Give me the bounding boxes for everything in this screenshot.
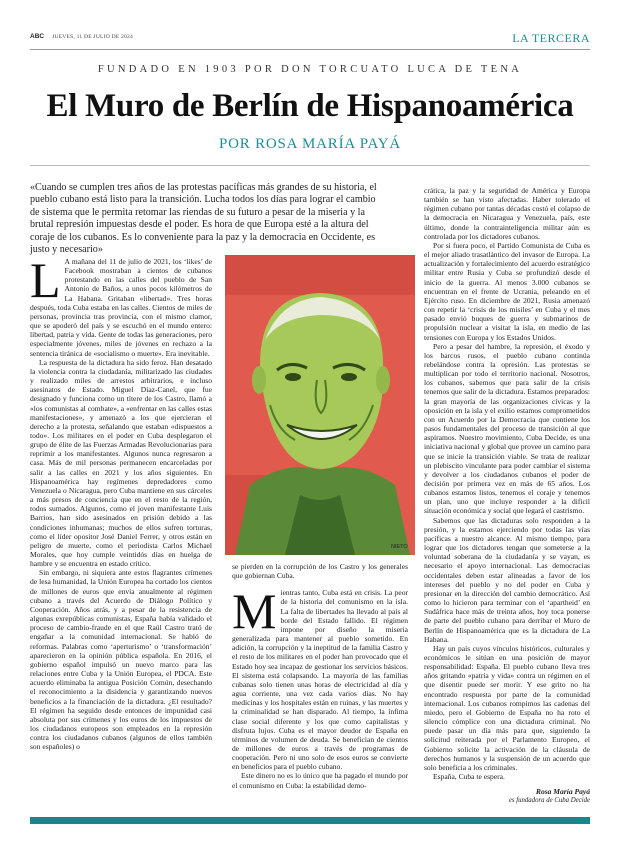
paragraph: Por si fuera poco, el Partido Comunista de Cuba es el mejor aliado trasatlántico del invasor de Europa. La actualización y fortalecimiento del acuerdo estratégico militar entre Rusia y Cuba se profundizó desde el inicio de la guerra. Al menos 3.000 cubanos se encuentran en el frente de Ucrania, peleando en el Ejército ruso. En diciembre de 2021, Rusia amenazó con repetir la ‘crisis de los misiles’ en Cuba y el mes pasado envió buques de guerra y submarinos de propulsión nuclear a visitar la isla, en medio de las tensiones con Europa y los Estados Unidos.	[424, 240, 590, 342]
paragraph: La respuesta de la dictadura ha sido feroz. Han desatado la violencia contra la ciudadanía, militarizado las ciudades y realizado miles de arrestos arbitrarios, e incluso asesinatos de Estado. Miguel Díaz-Canel, que fue designado y funciona como un títere de los Castro, llamó a «los comunistas al combate», a «enfrentar en las calles estas manifestaciones», y amenazó a los que ejercieran el derecho a la protesta, señalando que estaban «dispuestos a todo». Los militares en el poder en Cuba desplegaron el grupo de élite de las Fuerzas Armadas Revolucionarias para reprimir a los manifestantes. Algunos nunca regresaron a casa. Más de mil personas permanecen encarceladas por salir a las calles en 2021 y los años siguientes. En Hispanoamérica hay regímenes depredadores como Venezuela o Nicaragua, pero Cuba mantiene en sus cárceles a más presos de conciencia que en el resto de la región, todos sumados. Algunos, como el joven manifestante Luis Barrios, han sido asesinados en prisión debido a las condiciones inhumanas; muchos de ellos sufren torturas, como el líder opositor José Daniel Ferrer, y otros están en peligro de muerte, como el periodista Carlos Michael Morales, que hoy cumple veintidós días en huelga de hambre y se encuentra en estado crítico.	[30, 357, 212, 569]
top-bar	[30, 31, 590, 45]
paragraph: crática, la paz y la seguridad de América y Europa también se han visto afectadas. Haber tolerado el régimen cubano por tantas décadas costó el colapso de la democracia en Nicaragua y Venezuela, país, este último, donde la contrainteligencia militar aún es controlada por los dictadores cubanos.	[424, 186, 590, 241]
article-lead: «Cuando se cumplen tres años de las protestas pacíficas más grandes de su historia, el pueblo cubano está listo para la transición. Lucha todos los días para lograr el cambio de sistema que le permita retomar las riendas de su futuro a pesar de la miseria y la brutal represión impuestas desde el poder. Es hora de que Europa esté a la altura del coraje de los cubanos. Es lo conveniente para la paz y la democracia en Occidente, es justo y necesario»	[30, 182, 377, 256]
article-byline: POR ROSA MARÍA PAYÁ	[218, 136, 402, 152]
portrait-illustration	[225, 255, 415, 555]
column-2	[232, 562, 408, 812]
paragraph: Pero a pesar del hambre, la represión, el éxodo y los barcos rusos, el pueblo cubano continúa rebelándose contra la opresión. Las protestas se multiplican por todo el territorio nacional. Nosotros, los cubanos, sabemos que para salir de la crisis tenemos que salir de la dictadura. Estamos preparados: la gran mayoría de las organizaciones cívicas y la oposición en la isla y el exilio estamos comprometidos con un Acuerdo por la Democracia que contiene los pasos fundamentales del proceso de transición al que aspiramos. Nuestro movimiento, Cuba Decide, es una iniciativa nacional y global que provee un camino para que se inicie la transición viable. Se trata de realizar un plebiscito vinculante para poder cambiar el sistema y devolver a los ciudadanos cubanos el poder de decisión por primera vez en más de 65 años. Los cubanos estamos listos, tenemos el coraje y tenemos un plan, uno que incluye responder a la difícil situación económica y social que legará el castrismo.	[424, 341, 590, 516]
author-signature: Rosa María Payá	[535, 787, 590, 797]
top-divider	[30, 49, 590, 50]
paragraph: Hay un país cuyos vínculos históricos, culturales y económicos le sitúan en una posición de mayor responsabilidad: España. El pueblo cubano lleva tres años gritando «patria y vida» contra un régimen en el que disentir puede ser morir. Y ese grito no ha encontrado respuesta por parte de la comunidad internacional. Los cubanos rompimos las cadenas del miedo, pero el Gobierno de España no ha roto el silencio cómplice con una dictadura criminal. No puede pasar un día más para que, siguiendo la solicitud reiterada por el Parlamento Europeo, el Gobierno solicite la activación de la cláusula de derechos humanos y la suspensión de un acuerdo que solo beneficia a los criminales.	[424, 643, 590, 772]
issue-date: JUEVES, 11 DE JULIO DE 2024	[52, 34, 134, 40]
header-divider	[30, 165, 590, 166]
article-title: El Muro de Berlín de Hispanoamérica	[46, 88, 574, 124]
paragraph: se pierden en la corrupción de los Castro y los generales que gobiernan Cuba.	[232, 562, 408, 581]
founded-line: FUNDADO EN 1903 POR DON TORCUATO LUCA DE TENA	[97, 64, 523, 75]
paragraph: Sin embargo, ni siquiera ante estos flagrantes crímenes de lesa humanidad, la Unión Europea ha cortado los cientos de millones de euros que envía anualmente al régimen cubano a través del Acuerdo de Diálogo Político y Cooperación. Años atrás, y a pesar de la resistencia de algunas exrepúblicas comunistas, España había validado el proceso de cambio-fraude en el que Raúl Castro trató de engañar a la comunidad internacional. Se habló de reformas. Palabras como ‘aperturismo’ o ‘transformación’ aparecieron en la opinión pública española. En 2016, el gobierno español impulsó un nuevo marco para las relaciones entre Cuba y la Unión Europea, el PDCA. Este acuerdo eliminaba la antigua Posición Común, desechando el reconocimiento a la disidencia y garantizando nuevos beneficios a la financiación de la dictadura. ¿El resultado? El régimen ha seguido desde entonces de impunidad casi absoluta por sus crímenes y los euros de los impuestos de los ciudadanos europeos son empleados en la represión contra los ciudadanos cubanos (algunos de ellos también son españoles) o	[30, 568, 212, 752]
paragraph: Este dinero no es lo único que ha pagado el mundo por el comunismo en Cuba: la estabilidad demo-	[232, 771, 408, 790]
bottom-band	[30, 817, 590, 824]
paragraph-text: ientras tanto, Cuba está en crisis. La peor de la historia del comunismo en la isla. La falta de libertades ha llevado al país al borde del Estado fallido. El régimen impone por diseño la miseria generalizada para mantener al pueblo sometido. En adición, la corrupción y la ineptitud de la familia Castro y el resto de los militares en el poder han provocado que el Estado hoy sea incapaz de gestionar los servicios básicos. El sistema está colapsando. La mayoría de las familias cubanas solo tienen unas horas de electricidad al día y agua corriente, una vez cada varios días. No hay medicinas y los hospitales están en ruinas, y las muertes y la criminalidad se han disparado. Al tiempo, la ínfima clase social diferente y los que como capitalistas y disfruta lujos. Cuba es el mayor deudor de España en términos de volumen de deuda. Se benefician de cientos de millones de euros a través de programas de cooperación. Pero ni uno solo de esos euros se convierte en beneficios para el pueblo cubano.	[232, 588, 408, 772]
illustration	[225, 255, 415, 555]
illustration-credit: NIETO	[391, 544, 408, 550]
column-3	[424, 186, 590, 812]
paragraph: España, Cuba te espera.	[433, 772, 505, 781]
paragraph-text: A mañana del 11 de julio de 2021, los ‘likes’ de Facebook mostraban a cientos de cubanos protestando en las calles del pueblo de San Antonio de Baños, a unos pocos kilómetros de La Habana. Gritaban «libertad». Tres horas después, toda Cuba estaba en las calles. Cientos de miles de personas, provincia tras provincia, con el mismo clamor, que se apoderó del país y se escuchó en el mundo entero: libertad, patria y vida. Gente de todas las generaciones, pero especialmente jóvenes, miles de jóvenes en rechazo a la sentencia tiránica de «socialismo o muerte». Era inevitable.	[30, 257, 212, 358]
paragraph: Sabemos que las dictaduras solo responden a la presión, y la estamos ejerciendo por todas las vías pacíficas a nuestro alcance. Al mismo tiempo, para lograr que los dictadores tengan que someterse a la voluntad soberana de la ciudadanía y se vayan, es necesario el apoyo internacional. Las democracias occidentales deben estar alineadas a favor de los intereses del pueblo y no del poder en Cuba y presionar en la dirección del cambio democrático. Así como lo hicieron para terminar con el ‘apartheid’ en Sudáfrica hace más de treinta años, hoy toca ponerse de parte del pueblo cubano para derribar el Muro de Berlín de Hispanoamérica que es la dictadura de La Habana.	[424, 515, 590, 644]
paragraph	[232, 583, 408, 772]
brand-logo: ABC	[30, 33, 45, 40]
drop-cap: M	[232, 583, 277, 640]
column-1	[30, 257, 212, 812]
section-title: LA TERCERA	[512, 31, 590, 45]
author-note: es fundadora de Cuba Decide	[508, 797, 590, 805]
drop-cap: L	[30, 257, 61, 308]
paragraph	[30, 257, 212, 358]
